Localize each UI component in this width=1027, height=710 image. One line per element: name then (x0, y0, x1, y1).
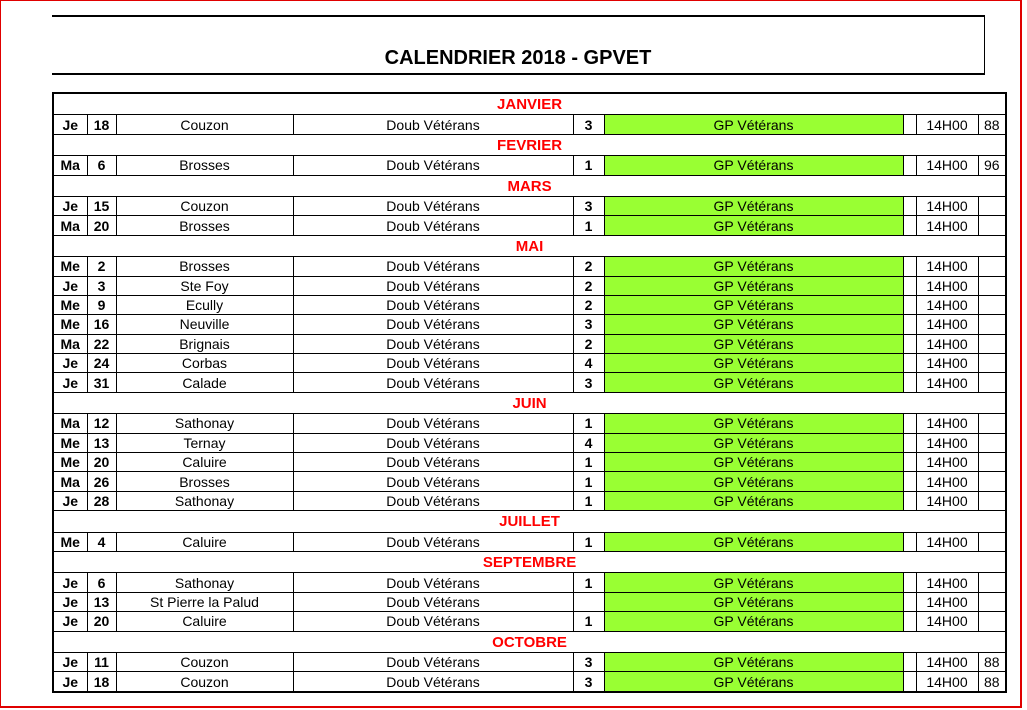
category-cell: GP Vétérans (604, 334, 903, 353)
day-number-cell: 3 (87, 276, 116, 295)
spacer-cell (903, 196, 916, 215)
venue-cell: Couzon (116, 196, 293, 215)
competition-cell: Doub Vétérans (293, 453, 573, 472)
spacer-cell (903, 414, 916, 433)
division-cell: 3 (573, 315, 604, 334)
day-of-week-cell: Je (53, 652, 87, 671)
table-row (53, 612, 1006, 631)
division-cell: 1 (573, 612, 604, 631)
day-of-week-cell: Je (53, 196, 87, 215)
spacer-cell (903, 672, 916, 692)
day-number-cell: 28 (87, 491, 116, 510)
day-of-week-cell: Ma (53, 334, 87, 353)
category-cell: GP Vétérans (604, 652, 903, 671)
calendar-table (52, 92, 1007, 693)
division-cell: 1 (573, 472, 604, 491)
table-row (53, 354, 1006, 373)
table-row (53, 115, 1006, 134)
day-of-week-cell: Je (53, 592, 87, 611)
competition-cell: Doub Vétérans (293, 373, 573, 392)
competition-cell: Doub Vétérans (293, 276, 573, 295)
day-number-cell: 26 (87, 472, 116, 491)
competition-cell: Doub Vétérans (293, 295, 573, 314)
venue-cell: Sathonay (116, 414, 293, 433)
category-cell: GP Vétérans (604, 491, 903, 510)
day-of-week-cell: Me (53, 433, 87, 452)
month-name: FEVRIER (53, 134, 1006, 155)
venue-cell: Couzon (116, 652, 293, 671)
venue-cell: Brosses (116, 216, 293, 235)
month-header-row (53, 93, 1006, 115)
spacer-cell (903, 592, 916, 611)
day-of-week-cell: Me (53, 315, 87, 334)
venue-cell: Neuville (116, 315, 293, 334)
competition-cell: Doub Vétérans (293, 532, 573, 551)
extra-cell (978, 354, 1006, 373)
title-box (52, 15, 985, 75)
table-row (53, 532, 1006, 551)
venue-cell: Caluire (116, 612, 293, 631)
time-cell: 14H00 (916, 196, 978, 215)
day-of-week-cell: Je (53, 612, 87, 631)
month-name: JUILLET (53, 511, 1006, 532)
venue-cell: Ste Foy (116, 276, 293, 295)
category-cell: GP Vétérans (604, 315, 903, 334)
day-number-cell: 31 (87, 373, 116, 392)
table-row (53, 652, 1006, 671)
category-cell: GP Vétérans (604, 156, 903, 175)
extra-cell: 88 (978, 652, 1006, 671)
spacer-cell (903, 532, 916, 551)
venue-cell: Brosses (116, 156, 293, 175)
division-cell: 1 (573, 573, 604, 592)
time-cell: 14H00 (916, 276, 978, 295)
venue-cell: Ternay (116, 433, 293, 452)
venue-cell: Couzon (116, 115, 293, 134)
extra-cell: 88 (978, 115, 1006, 134)
spacer-cell (903, 216, 916, 235)
time-cell: 14H00 (916, 652, 978, 671)
competition-cell: Doub Vétérans (293, 414, 573, 433)
time-cell: 14H00 (916, 216, 978, 235)
extra-cell (978, 491, 1006, 510)
day-number-cell: 13 (87, 433, 116, 452)
day-of-week-cell: Ma (53, 156, 87, 175)
time-cell: 14H00 (916, 373, 978, 392)
month-header-row (53, 631, 1006, 652)
venue-cell: Brosses (116, 472, 293, 491)
division-cell: 4 (573, 354, 604, 373)
division-cell: 3 (573, 672, 604, 692)
time-cell: 14H00 (916, 414, 978, 433)
table-row (53, 257, 1006, 276)
page-title: CALENDRIER 2018 - GPVET (384, 47, 652, 69)
month-header-row (53, 392, 1006, 413)
table-row (53, 196, 1006, 215)
table-row (53, 592, 1006, 611)
time-cell: 14H00 (916, 453, 978, 472)
table-row (53, 295, 1006, 314)
time-cell: 14H00 (916, 672, 978, 692)
competition-cell: Doub Vétérans (293, 257, 573, 276)
spacer-cell (903, 612, 916, 631)
extra-cell: 96 (978, 156, 1006, 175)
category-cell: GP Vétérans (604, 472, 903, 491)
extra-cell (978, 472, 1006, 491)
time-cell: 14H00 (916, 472, 978, 491)
category-cell: GP Vétérans (604, 295, 903, 314)
table-row (53, 156, 1006, 175)
competition-cell: Doub Vétérans (293, 433, 573, 452)
day-of-week-cell: Je (53, 276, 87, 295)
extra-cell (978, 433, 1006, 452)
venue-cell: Calade (116, 373, 293, 392)
day-number-cell: 13 (87, 592, 116, 611)
spacer-cell (903, 453, 916, 472)
extra-cell (978, 315, 1006, 334)
spacer-cell (903, 115, 916, 134)
table-row (53, 491, 1006, 510)
day-number-cell: 20 (87, 216, 116, 235)
month-header-row (53, 235, 1006, 256)
division-cell: 1 (573, 414, 604, 433)
table-row (53, 315, 1006, 334)
spacer-cell (903, 373, 916, 392)
category-cell: GP Vétérans (604, 433, 903, 452)
day-number-cell: 18 (87, 672, 116, 692)
competition-cell: Doub Vétérans (293, 216, 573, 235)
day-of-week-cell: Je (53, 491, 87, 510)
category-cell: GP Vétérans (604, 414, 903, 433)
competition-cell: Doub Vétérans (293, 334, 573, 353)
day-of-week-cell: Je (53, 672, 87, 692)
category-cell: GP Vétérans (604, 672, 903, 692)
day-number-cell: 11 (87, 652, 116, 671)
time-cell: 14H00 (916, 592, 978, 611)
day-of-week-cell: Ma (53, 216, 87, 235)
spacer-cell (903, 354, 916, 373)
day-number-cell: 24 (87, 354, 116, 373)
division-cell: 2 (573, 295, 604, 314)
extra-cell (978, 532, 1006, 551)
category-cell: GP Vétérans (604, 573, 903, 592)
time-cell: 14H00 (916, 354, 978, 373)
category-cell: GP Vétérans (604, 592, 903, 611)
venue-cell: Corbas (116, 354, 293, 373)
table-row (53, 276, 1006, 295)
competition-cell: Doub Vétérans (293, 612, 573, 631)
division-cell: 2 (573, 257, 604, 276)
venue-cell: Brignais (116, 334, 293, 353)
spacer-cell (903, 472, 916, 491)
day-number-cell: 12 (87, 414, 116, 433)
extra-cell (978, 453, 1006, 472)
extra-cell (978, 196, 1006, 215)
spacer-cell (903, 276, 916, 295)
category-cell: GP Vétérans (604, 373, 903, 392)
time-cell: 14H00 (916, 491, 978, 510)
division-cell: 1 (573, 216, 604, 235)
month-name: MAI (53, 235, 1006, 256)
division-cell: 3 (573, 373, 604, 392)
division-cell (573, 592, 604, 611)
category-cell: GP Vétérans (604, 257, 903, 276)
extra-cell (978, 295, 1006, 314)
table-row (53, 414, 1006, 433)
time-cell: 14H00 (916, 315, 978, 334)
month-name: JANVIER (53, 93, 1006, 115)
day-number-cell: 6 (87, 573, 116, 592)
division-cell: 2 (573, 334, 604, 353)
table-row (53, 453, 1006, 472)
competition-cell: Doub Vétérans (293, 315, 573, 334)
day-of-week-cell: Me (53, 295, 87, 314)
competition-cell: Doub Vétérans (293, 472, 573, 491)
day-number-cell: 20 (87, 612, 116, 631)
day-number-cell: 15 (87, 196, 116, 215)
time-cell: 14H00 (916, 573, 978, 592)
competition-cell: Doub Vétérans (293, 573, 573, 592)
day-number-cell: 2 (87, 257, 116, 276)
day-number-cell: 6 (87, 156, 116, 175)
competition-cell: Doub Vétérans (293, 156, 573, 175)
day-of-week-cell: Me (53, 257, 87, 276)
day-number-cell: 9 (87, 295, 116, 314)
day-of-week-cell: Je (53, 354, 87, 373)
table-row (53, 573, 1006, 592)
division-cell: 1 (573, 156, 604, 175)
day-of-week-cell: Je (53, 573, 87, 592)
venue-cell: Caluire (116, 532, 293, 551)
day-number-cell: 20 (87, 453, 116, 472)
division-cell: 2 (573, 276, 604, 295)
time-cell: 14H00 (916, 115, 978, 134)
venue-cell: Caluire (116, 453, 293, 472)
day-number-cell: 16 (87, 315, 116, 334)
category-cell: GP Vétérans (604, 216, 903, 235)
division-cell: 3 (573, 196, 604, 215)
day-of-week-cell: Me (53, 453, 87, 472)
extra-cell: 88 (978, 672, 1006, 692)
extra-cell (978, 573, 1006, 592)
division-cell: 4 (573, 433, 604, 452)
day-of-week-cell: Ma (53, 414, 87, 433)
extra-cell (978, 373, 1006, 392)
category-cell: GP Vétérans (604, 612, 903, 631)
day-number-cell: 18 (87, 115, 116, 134)
table-row (53, 433, 1006, 452)
month-header-row (53, 511, 1006, 532)
competition-cell: Doub Vétérans (293, 354, 573, 373)
venue-cell: Sathonay (116, 491, 293, 510)
spacer-cell (903, 295, 916, 314)
time-cell: 14H00 (916, 612, 978, 631)
spacer-cell (903, 491, 916, 510)
day-of-week-cell: Je (53, 115, 87, 134)
day-number-cell: 22 (87, 334, 116, 353)
spacer-cell (903, 433, 916, 452)
competition-cell: Doub Vétérans (293, 115, 573, 134)
extra-cell (978, 276, 1006, 295)
extra-cell (978, 414, 1006, 433)
extra-cell (978, 612, 1006, 631)
month-name: JUIN (53, 392, 1006, 413)
spacer-cell (903, 334, 916, 353)
day-of-week-cell: Me (53, 532, 87, 551)
month-header-row (53, 175, 1006, 196)
competition-cell: Doub Vétérans (293, 196, 573, 215)
table-row (53, 373, 1006, 392)
division-cell: 3 (573, 115, 604, 134)
division-cell: 1 (573, 453, 604, 472)
competition-cell: Doub Vétérans (293, 652, 573, 671)
venue-cell: Couzon (116, 672, 293, 692)
venue-cell: Ecully (116, 295, 293, 314)
extra-cell (978, 257, 1006, 276)
month-header-row (53, 134, 1006, 155)
venue-cell: Brosses (116, 257, 293, 276)
category-cell: GP Vétérans (604, 115, 903, 134)
day-of-week-cell: Je (53, 373, 87, 392)
day-of-week-cell: Ma (53, 472, 87, 491)
division-cell: 1 (573, 491, 604, 510)
extra-cell (978, 216, 1006, 235)
table-row (53, 216, 1006, 235)
table-row (53, 472, 1006, 491)
time-cell: 14H00 (916, 295, 978, 314)
category-cell: GP Vétérans (604, 532, 903, 551)
time-cell: 14H00 (916, 334, 978, 353)
spacer-cell (903, 652, 916, 671)
spacer-cell (903, 573, 916, 592)
competition-cell: Doub Vétérans (293, 592, 573, 611)
spacer-cell (903, 315, 916, 334)
spacer-cell (903, 257, 916, 276)
table-row (53, 334, 1006, 353)
day-number-cell: 4 (87, 532, 116, 551)
extra-cell (978, 334, 1006, 353)
venue-cell: St Pierre la Palud (116, 592, 293, 611)
time-cell: 14H00 (916, 257, 978, 276)
competition-cell: Doub Vétérans (293, 672, 573, 692)
time-cell: 14H00 (916, 156, 978, 175)
competition-cell: Doub Vétérans (293, 491, 573, 510)
month-header-row (53, 551, 1006, 572)
month-name: SEPTEMBRE (53, 551, 1006, 572)
month-name: OCTOBRE (53, 631, 1006, 652)
table-row (53, 672, 1006, 692)
category-cell: GP Vétérans (604, 453, 903, 472)
venue-cell: Sathonay (116, 573, 293, 592)
category-cell: GP Vétérans (604, 196, 903, 215)
division-cell: 3 (573, 652, 604, 671)
extra-cell (978, 592, 1006, 611)
time-cell: 14H00 (916, 532, 978, 551)
category-cell: GP Vétérans (604, 354, 903, 373)
spacer-cell (903, 156, 916, 175)
category-cell: GP Vétérans (604, 276, 903, 295)
division-cell: 1 (573, 532, 604, 551)
month-name: MARS (53, 175, 1006, 196)
time-cell: 14H00 (916, 433, 978, 452)
